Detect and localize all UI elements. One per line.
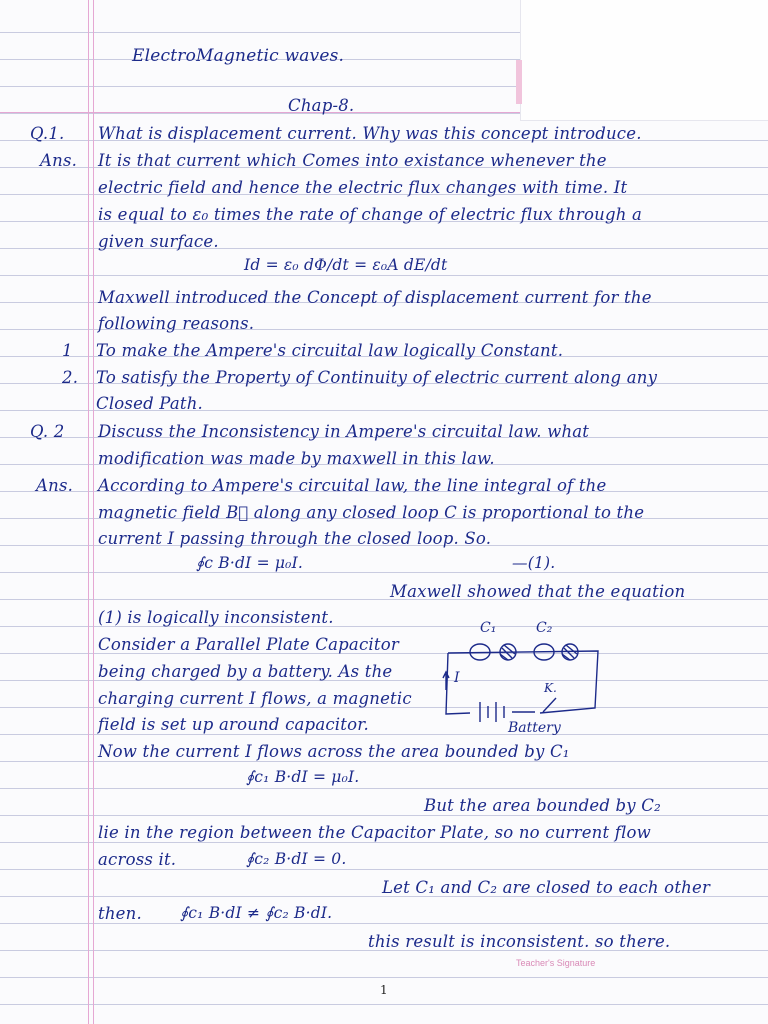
reasons-intro-line: Maxwell introduced the Concept of displacement current for the: [98, 288, 652, 307]
key-switch: [543, 698, 556, 712]
inconsistent-line: (1) is logically inconsistent.: [98, 608, 334, 627]
margin-line-left-2: [93, 0, 94, 1024]
reasons-intro-line: following reasons.: [98, 314, 255, 333]
battery-label: Battery: [508, 720, 561, 736]
lie-line: lie in the region between the Capacitor Plate, so no current flow: [98, 823, 652, 842]
inequality-equation: ∮c₁ B·dI ≠ ∮c₂ B·dI.: [180, 904, 333, 922]
q2-ans-label: Ans.: [36, 476, 74, 495]
pink-tab: [516, 60, 522, 104]
displacement-current-equation: Id = ε₀ dΦ/dt = ε₀A dE/dt: [244, 256, 448, 274]
q2-answer-line: According to Ampere's circuital law, the line integral of the: [98, 476, 607, 495]
now-line: Now the current I flows across the area bounded by C₁: [98, 742, 570, 761]
then-line: then.: [98, 904, 142, 923]
q2-question-line: Discuss the Inconsistency in Ampere's circuital law. what: [98, 422, 590, 441]
reason-text: To make the Ampere's circuital law logically Constant.: [96, 341, 564, 360]
capacitor-line: charging current I flows, a magnetic: [98, 689, 412, 708]
q2-label: Q. 2: [30, 422, 65, 441]
q1-answer-line: It is that current which Comes into existance whenever the: [98, 151, 607, 170]
reason-text: To satisfy the Property of Continuity of electric current along any: [96, 368, 658, 387]
result-line: this result is inconsistent. so there.: [368, 932, 671, 951]
current-arrow: [443, 672, 449, 690]
current-label: I: [454, 670, 460, 686]
across-line: across it.: [98, 850, 177, 869]
reason-number: 1: [62, 341, 73, 360]
capacitor-circuit-diagram: [440, 618, 610, 738]
c1-integral-equation: ∮c₁ B·dI = μ₀I.: [246, 768, 360, 786]
capacitor-line: Consider a Parallel Plate Capacitor: [98, 635, 399, 654]
equation-number: —(1).: [512, 554, 556, 572]
margin-line-left: [88, 0, 89, 1024]
but-line: But the area bounded by C₂: [424, 796, 661, 815]
q2-question-line: modification was made by maxwell in this law.: [98, 449, 495, 468]
page-title: ElectroMagnetic waves.: [132, 46, 345, 66]
c2-label: C₂: [536, 620, 553, 636]
q1-answer-line: electric field and hence the electric flux changes with time. It: [98, 178, 628, 197]
chapter-label: Chap-8.: [288, 96, 355, 115]
circuit-wire: [448, 651, 598, 713]
reason-text-cont: Closed Path.: [96, 394, 203, 413]
q1-answer-line: given surface.: [98, 232, 219, 251]
paper-sticker: [520, 0, 768, 121]
reason-number: 2.: [62, 368, 79, 387]
q2-answer-line: magnetic field B⃗ along any closed loop C is proportional to the: [98, 503, 645, 522]
teachers-signature-label: Teacher's Signature: [516, 958, 596, 968]
capacitor-line: field is set up around capacitor.: [98, 715, 369, 734]
let-line: Let C₁ and C₂ are closed to each other: [382, 878, 711, 897]
c1-label: C₁: [480, 620, 497, 636]
maxwell-line: Maxwell showed that the equation: [390, 582, 686, 601]
q1-label: Q.1.: [30, 124, 65, 143]
c2-integral-equation: ∮c₂ B·dI = 0.: [246, 850, 347, 868]
key-label: K.: [544, 681, 557, 695]
q1-answer-line: is equal to ε₀ times the rate of change of electric flux through a: [98, 205, 643, 224]
ampere-equation: ∮c B·dI = μ₀I.: [196, 554, 304, 572]
q1-question: What is displacement current. Why was this concept introduce.: [98, 124, 642, 143]
q1-ans-label: Ans.: [40, 151, 78, 170]
page-number: 1: [380, 983, 388, 997]
q2-answer-line: current I passing through the closed loop. So.: [98, 529, 492, 548]
capacitor-line: being charged by a battery. As the: [98, 662, 393, 681]
